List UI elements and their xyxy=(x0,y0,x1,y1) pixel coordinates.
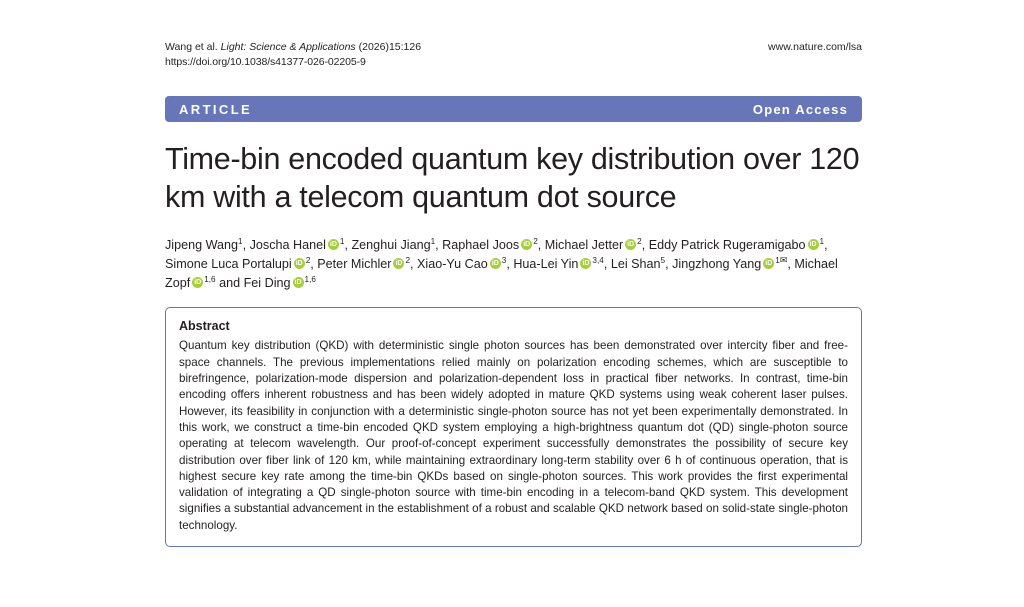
orcid-icon[interactable] xyxy=(625,239,636,250)
open-access-label: Open Access xyxy=(752,101,848,117)
citation-suffix: (2026)15:126 xyxy=(358,41,422,53)
author-affiliation-marker: 2 xyxy=(637,237,642,247)
author-name: Jingzhong Yang xyxy=(672,257,762,272)
citation-block xyxy=(165,40,421,70)
article-type-label: ARTICLE xyxy=(179,101,253,117)
author-separator: , xyxy=(665,257,673,272)
author-entry xyxy=(649,238,824,252)
author-name: Jipeng Wang xyxy=(165,238,239,253)
author-affiliation-marker: 1 xyxy=(775,256,780,266)
author-affiliation-marker: 1 xyxy=(339,237,345,247)
author-name: Eddy Patrick Rugeramigabo xyxy=(648,238,806,253)
author-separator: , xyxy=(435,238,443,253)
author-name: Xiao-Yu Cao xyxy=(417,257,488,272)
author-affiliation-marker: 5 xyxy=(660,256,666,266)
author-entry xyxy=(513,257,604,271)
author-name: Michael Zopf xyxy=(165,257,838,291)
author-affiliation-marker: 1 xyxy=(819,237,825,247)
author-separator: , xyxy=(506,257,514,272)
author-name: Lei Shan xyxy=(610,257,661,272)
page-title: Time-bin encoded quantum key distribution over 120 km with a telecom quantum dot source xyxy=(165,142,860,214)
article-banner xyxy=(165,96,862,122)
author-name: Simone Luca Portalupi xyxy=(165,257,292,272)
journal-website[interactable]: www.nature.com/lsa xyxy=(768,41,862,53)
doi-link[interactable]: https://doi.org/10.1038/s41377-026-02205-9 xyxy=(165,56,366,68)
author-separator: , xyxy=(603,257,611,272)
author-affiliation-marker: 1,6 xyxy=(204,275,216,285)
author-affiliation-marker: 2 xyxy=(533,237,538,247)
author-entry xyxy=(351,238,435,252)
orcid-icon[interactable] xyxy=(393,258,404,269)
author-entry xyxy=(442,238,538,252)
orcid-icon[interactable] xyxy=(293,277,304,288)
orcid-icon[interactable] xyxy=(328,239,339,250)
author-entry xyxy=(611,257,665,271)
author-separator: , xyxy=(537,238,545,253)
author-affiliation-marker: 3 xyxy=(501,256,507,266)
author-affiliation-marker: 1,6 xyxy=(304,275,316,285)
author-affiliation-marker: 2 xyxy=(405,256,411,266)
author-name: Raphael Joos xyxy=(442,238,520,253)
author-entry xyxy=(165,257,310,271)
orcid-icon[interactable] xyxy=(521,239,532,250)
author-separator: , xyxy=(310,257,318,272)
orcid-icon[interactable] xyxy=(490,258,501,269)
abstract-text: Quantum key distribution (QKD) with deterministic single photon sources has been demonstrated over intercity fiber and free-space channels. The previous implementations relied mainly on polarization encoding schemes, which are susceptible to birefringence, polarization-mode dispersion and polarization-dependent loss in practical fiber networks. In contrast, time-bin encoding offers inherent robustness and has been widely adopted in mature QKD systems using weak coherent laser pulses. However, its feasibility in conjunction with a deterministic single-photon source has not yet been experimentally demonstrated. In this work, we construct a time-bin encoded QKD system employing a high-brightness quantum dot (QD) single-photon source operating at telecom wavelength. Our proof-of-concept experiment successfully demonstrates the possibility of secure key distribution over fiber link of 120 km, while maintaining extraordinary long-term stability over 6 h of continuous operation, that is highest secure key rate among the time-bin QKDs based on single-photon sources. This work provides the first experimental validation of integrating a QD single-photon source with time-bin encoding in a telecom-band QKD system. This development signifies a substantial advancement in the establishment of a robust and scalable QKD network based on solid-state single-photon technology. xyxy=(179,339,848,532)
author-separator: , xyxy=(641,238,649,253)
journal-name: Light: Science & Applications xyxy=(220,41,356,53)
author-list xyxy=(165,236,862,293)
author-entry xyxy=(244,276,316,290)
page-content xyxy=(165,40,862,547)
author-name: Zenghui Jiang xyxy=(351,238,431,253)
author-separator: , xyxy=(824,238,828,253)
abstract-heading: Abstract xyxy=(179,319,230,334)
author-entry xyxy=(417,257,506,271)
author-name: Fei Ding xyxy=(243,276,291,291)
author-entry xyxy=(250,238,345,252)
orcid-icon[interactable] xyxy=(294,258,305,269)
author-affiliation-marker: 2 xyxy=(305,256,311,266)
author-affiliation-marker: 3,4 xyxy=(592,256,604,266)
orcid-icon[interactable] xyxy=(192,277,203,288)
author-separator: , xyxy=(344,238,352,253)
abstract-box xyxy=(165,307,862,547)
author-entry xyxy=(317,257,410,271)
orcid-icon[interactable] xyxy=(763,258,774,269)
author-separator: , xyxy=(242,238,250,253)
author-name: Hua-Lei Yin xyxy=(513,257,579,272)
orcid-icon[interactable] xyxy=(580,258,591,269)
author-separator: , xyxy=(410,257,418,272)
orcid-icon[interactable] xyxy=(808,239,819,250)
author-entry xyxy=(165,238,243,252)
author-separator: and xyxy=(215,276,244,291)
running-header xyxy=(165,40,862,70)
citation-prefix: Wang et al. xyxy=(165,41,218,53)
author-affiliation-marker: 1 xyxy=(430,237,436,247)
author-name: Michael Jetter xyxy=(544,238,624,253)
author-entry: Jingzhong Yang iD $^1$✉ xyxy=(672,257,787,271)
author-separator: , xyxy=(787,257,795,272)
author-entry xyxy=(545,238,642,252)
author-name: Joscha Hanel xyxy=(249,238,326,253)
author-name: Peter Michler xyxy=(317,257,392,272)
author-affiliation-marker: 1 xyxy=(238,237,243,247)
